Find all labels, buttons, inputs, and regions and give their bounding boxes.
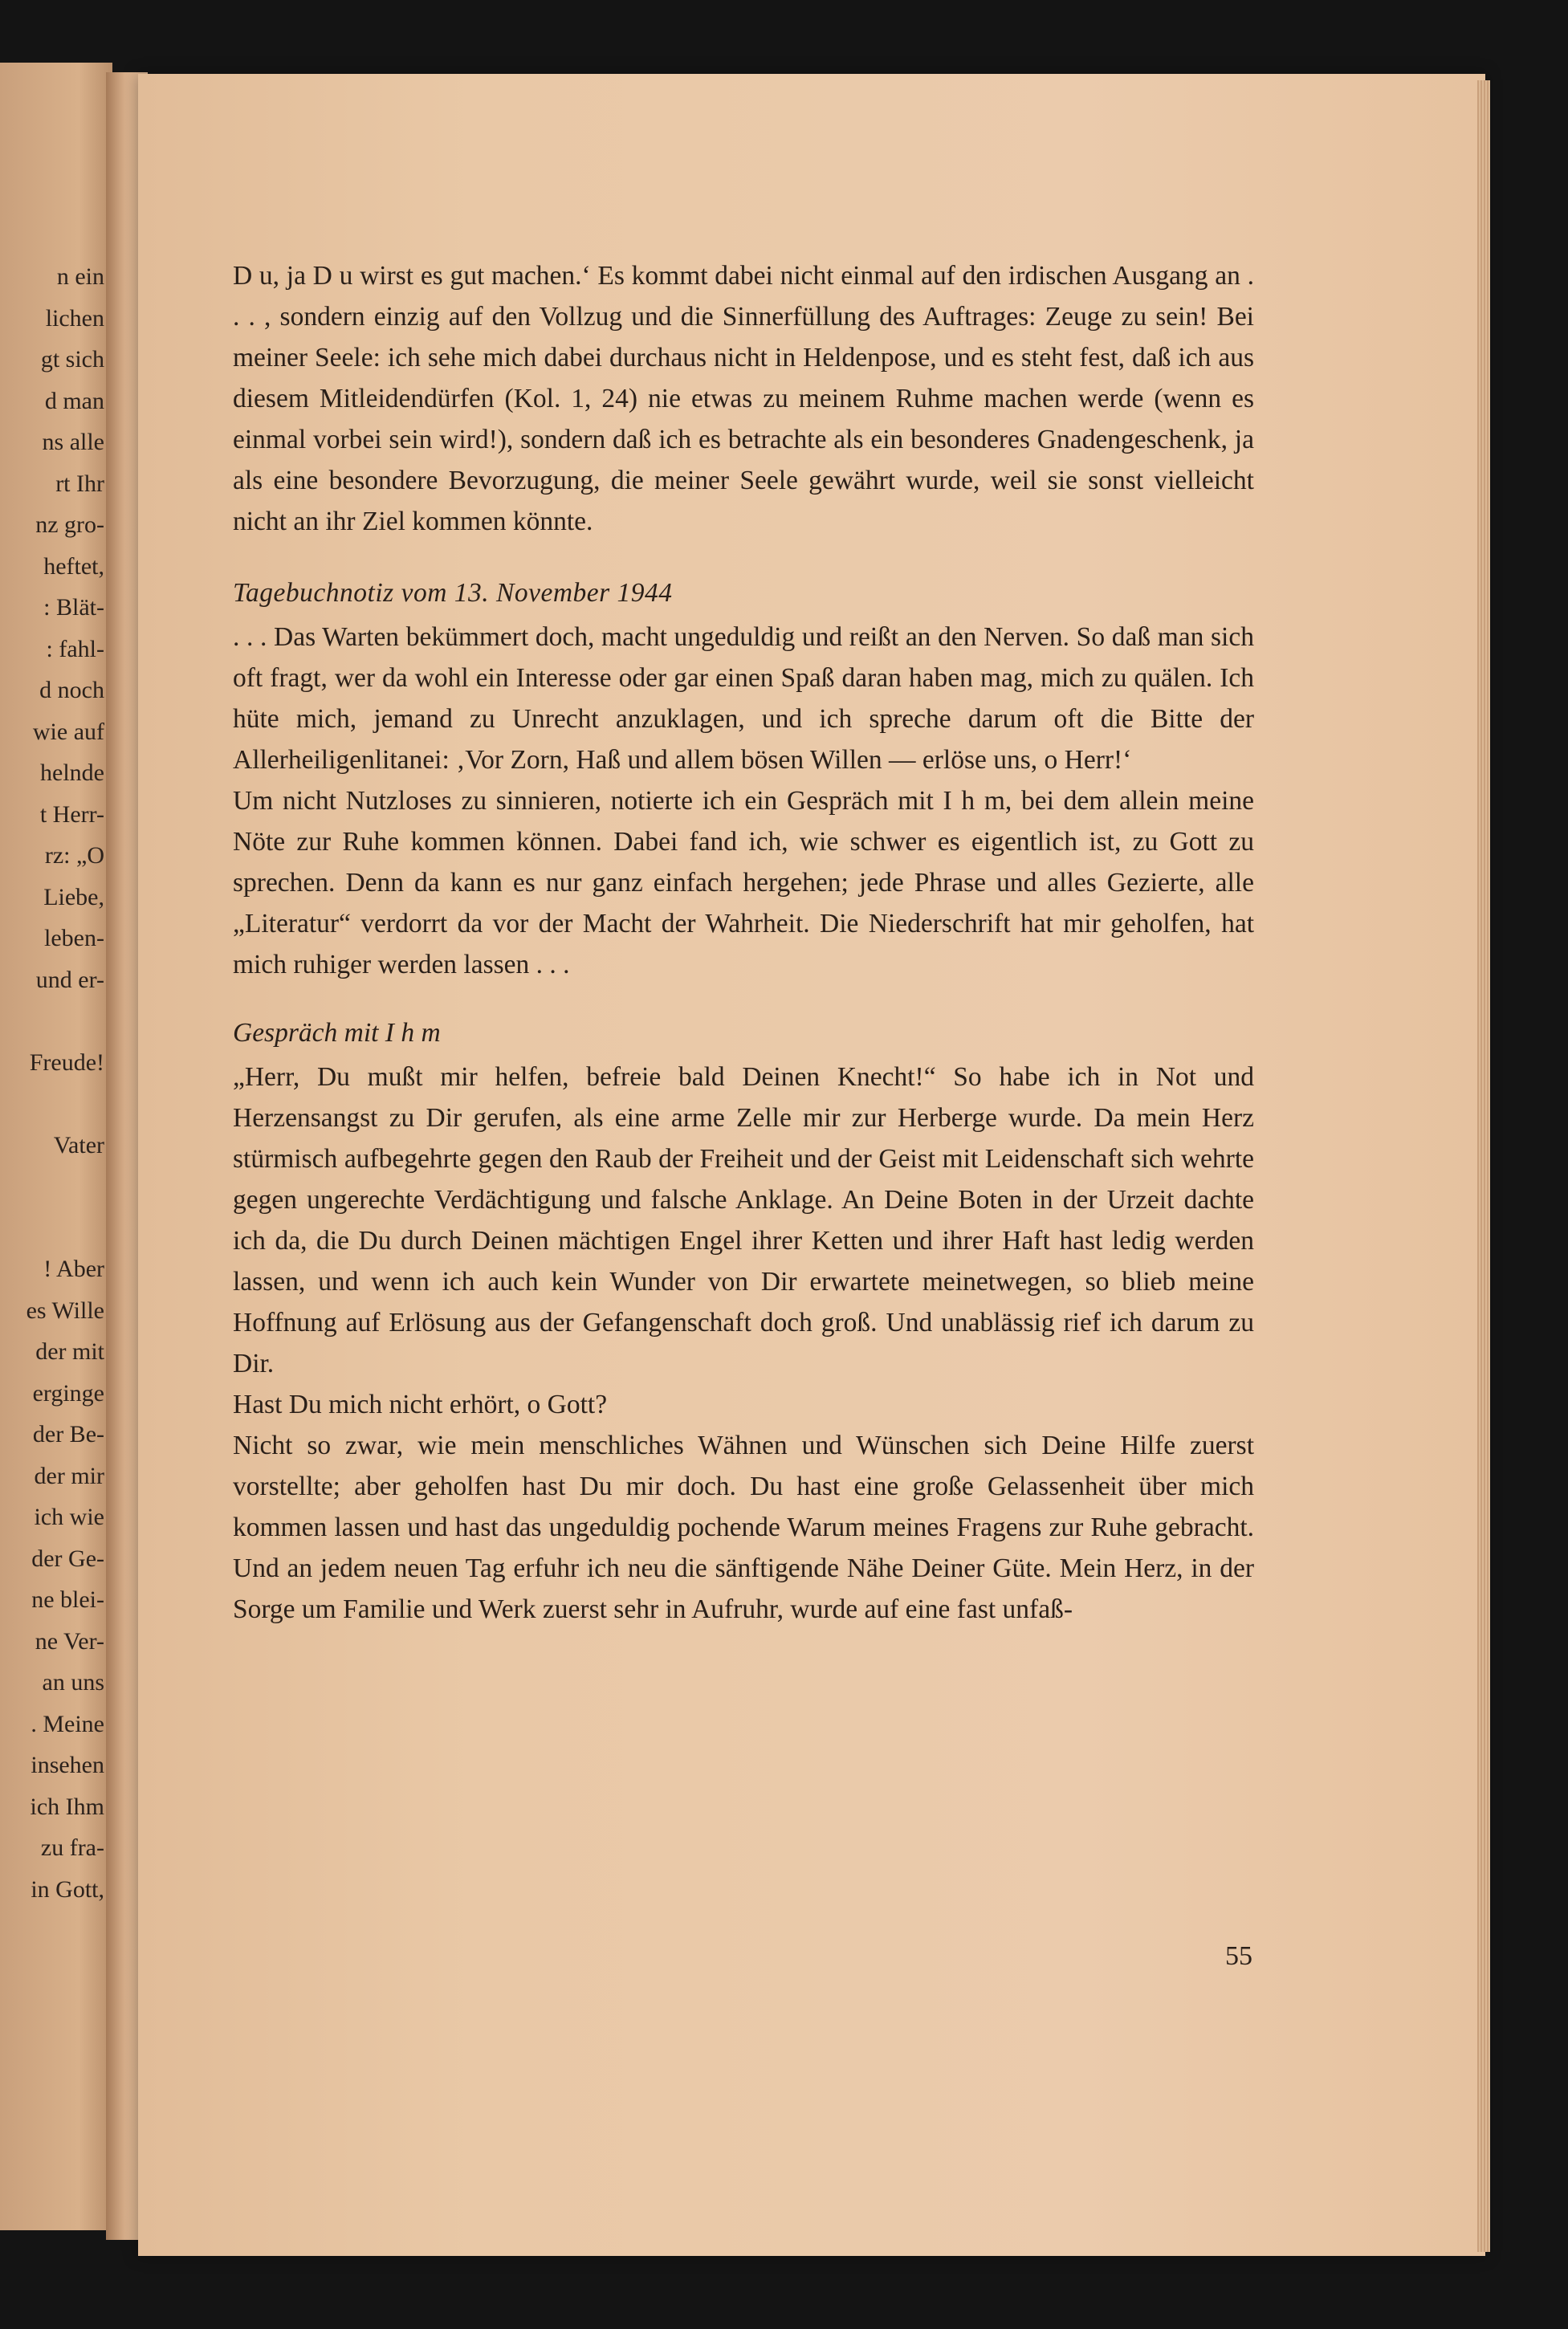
left-page-line: ich Ihm <box>30 1793 104 1820</box>
paragraph: Nicht so zwar, wie mein menschliches Wähnen und Wünschen sich Deine Hilfe zuerst vorstellte; aber geholfen hast Du mir doch. Du hast eine große Gelassenheit über mich kommen lassen und hast das ungeduldig pochende Warum meines Fragens zur Ruhe gebracht. Und an jedem neuen Tag erfuhr ich neu die sänftigende Nähe Deiner Güte. Mein Herz, in der Sorge um Familie und Werk zuerst sehr in Aufruhr, wurde auf eine fast unfaß- <box>233 1431 1254 1624</box>
left-page-line: in Gott, <box>31 1875 104 1903</box>
left-page-line: der Be- <box>32 1421 104 1447</box>
left-page-line: rz: „O <box>44 842 104 869</box>
left-page-line: der Ge- <box>31 1545 104 1572</box>
paragraph: D u, ja D u wirst es gut machen.‘ Es kommt dabei nicht einmal auf den irdischen Ausgang an . . . , sondern einzig auf den Vollzug und die Sinnerfüllung des Auftrages: Zeuge zu sein! Bei meiner Seele: ich sehe mich dabei durchaus nicht in Heldenpose, und es steht fest, daß ich aus diesem Mitleidendürfen (Kol. 1, 24) nie etwas zu meinem Ruhme machen werde (wenn es einmal vorbei sein wird!), sondern daß ich es betrachte als ein besonderes Gnadengeschenk, ja als eine besondere Bevorzugung, die meiner Seele gewährt wurde, weil sie sonst vielleicht nicht an ihr Ziel kommen könnte. <box>233 261 1254 536</box>
left-page-line: erginge <box>32 1379 104 1407</box>
left-page-line: Vater <box>53 1131 104 1158</box>
left-page-line: t Herr- <box>39 800 104 828</box>
left-page-line: n ein <box>56 263 104 290</box>
left-page-line: heftet, <box>43 552 104 580</box>
left-page-line: helnde <box>40 759 104 786</box>
left-page-line: insehen <box>31 1752 104 1778</box>
left-page-line: : fahl- <box>46 635 104 662</box>
page-number: 55 <box>1225 1941 1252 1971</box>
page-edge <box>1477 80 1490 2252</box>
left-page-line: lichen <box>45 304 104 332</box>
paragraph: Hast Du mich nicht erhört, o Gott? <box>233 1390 608 1419</box>
left-page-line: ne Ver- <box>35 1627 104 1655</box>
left-page-line: ! Aber <box>43 1256 104 1282</box>
left-page <box>0 63 112 2230</box>
left-page-line: ich wie <box>34 1504 104 1530</box>
left-page-line: Liebe, <box>43 883 104 910</box>
left-page-line: . Meine <box>31 1710 104 1737</box>
left-page-line: leben- <box>44 925 104 951</box>
left-page-line: d man <box>44 387 104 414</box>
left-page-line: Freude! <box>29 1048 104 1076</box>
left-page-line: an uns <box>42 1669 104 1696</box>
paragraph: Um nicht Nutzloses zu sinnieren, notierte ich ein Gespräch mit I h m, bei dem allein meine Nöte zur Ruhe kommen können. Dabei fand ich, wie schwer es eigentlich ist, zu Gott zu sprechen. Denn da kann es nur ganz einfach hergehen; jede Phrase und alles Gezierte, alle „Literatur“ verdorrt da vor der Macht der Wahrheit. Die Niederschrift hat mir geholfen, hat mich ruhiger werden lassen . . . <box>233 786 1254 979</box>
section-heading: Gespräch mit I h m <box>233 1018 441 1048</box>
page-text <box>233 255 1254 1630</box>
left-page-line: gt sich <box>40 346 104 373</box>
left-page-line: es Wille <box>26 1297 104 1324</box>
left-page-line: ns alle <box>42 429 104 455</box>
left-page-line: ne blei- <box>31 1586 104 1613</box>
left-page-line: der mir <box>34 1462 104 1489</box>
left-page-line: und er- <box>35 966 104 993</box>
left-page-line: rt Ihr <box>55 470 104 497</box>
paragraph: „Herr, Du mußt mir helfen, befreie bald Deinen Knecht!“ So habe ich in Not und Herzensangst zu Dir gerufen, als eine arme Zelle mir zur Herberge wurde. Da mein Herz stürmisch aufbegehrte gegen den Raub der Freiheit und der Geist mit Leidenschaft sich wehrte gegen ungerechte Verdächtigung und falsche Anklage. An Deine Boten in der Urzeit dachte ich da, die Du durch Deinen mächtigen Engel ihrer Ketten und ihrer Haft hast ledig werden lassen, und wenn ich auch kein Wunder von Dir erwartete meinetwegen, so blieb meine Hoffnung auf Erlösung aus der Gefangenschaft doch groß. Und unablässig rief ich darum zu Dir. <box>233 1062 1254 1378</box>
left-page-line: zu fra- <box>40 1834 104 1861</box>
left-page-line: wie auf <box>32 718 104 745</box>
left-page-line: d noch <box>39 677 104 703</box>
left-page-line: nz gro- <box>35 511 104 538</box>
left-page-line: der mit <box>35 1338 104 1365</box>
paragraph: . . . Das Warten bekümmert doch, macht ungeduldig und reißt an den Nerven. So daß man sich oft fragt, wer da wohl ein Interesse oder gar einen Spaß daran haben mag, mich zu quälen. Ich hüte mich, jemand zu Unrecht anzuklagen, und ich spreche darum oft die Bitte der Allerheiligenlitanei: ‚Vor Zorn, Haß und allem bösen Willen — erlöse uns, o Herr!‘ <box>233 622 1254 775</box>
left-page-line: : Blät- <box>43 594 104 621</box>
diary-heading: Tagebuchnotiz vom 13. November 1944 <box>233 578 673 608</box>
